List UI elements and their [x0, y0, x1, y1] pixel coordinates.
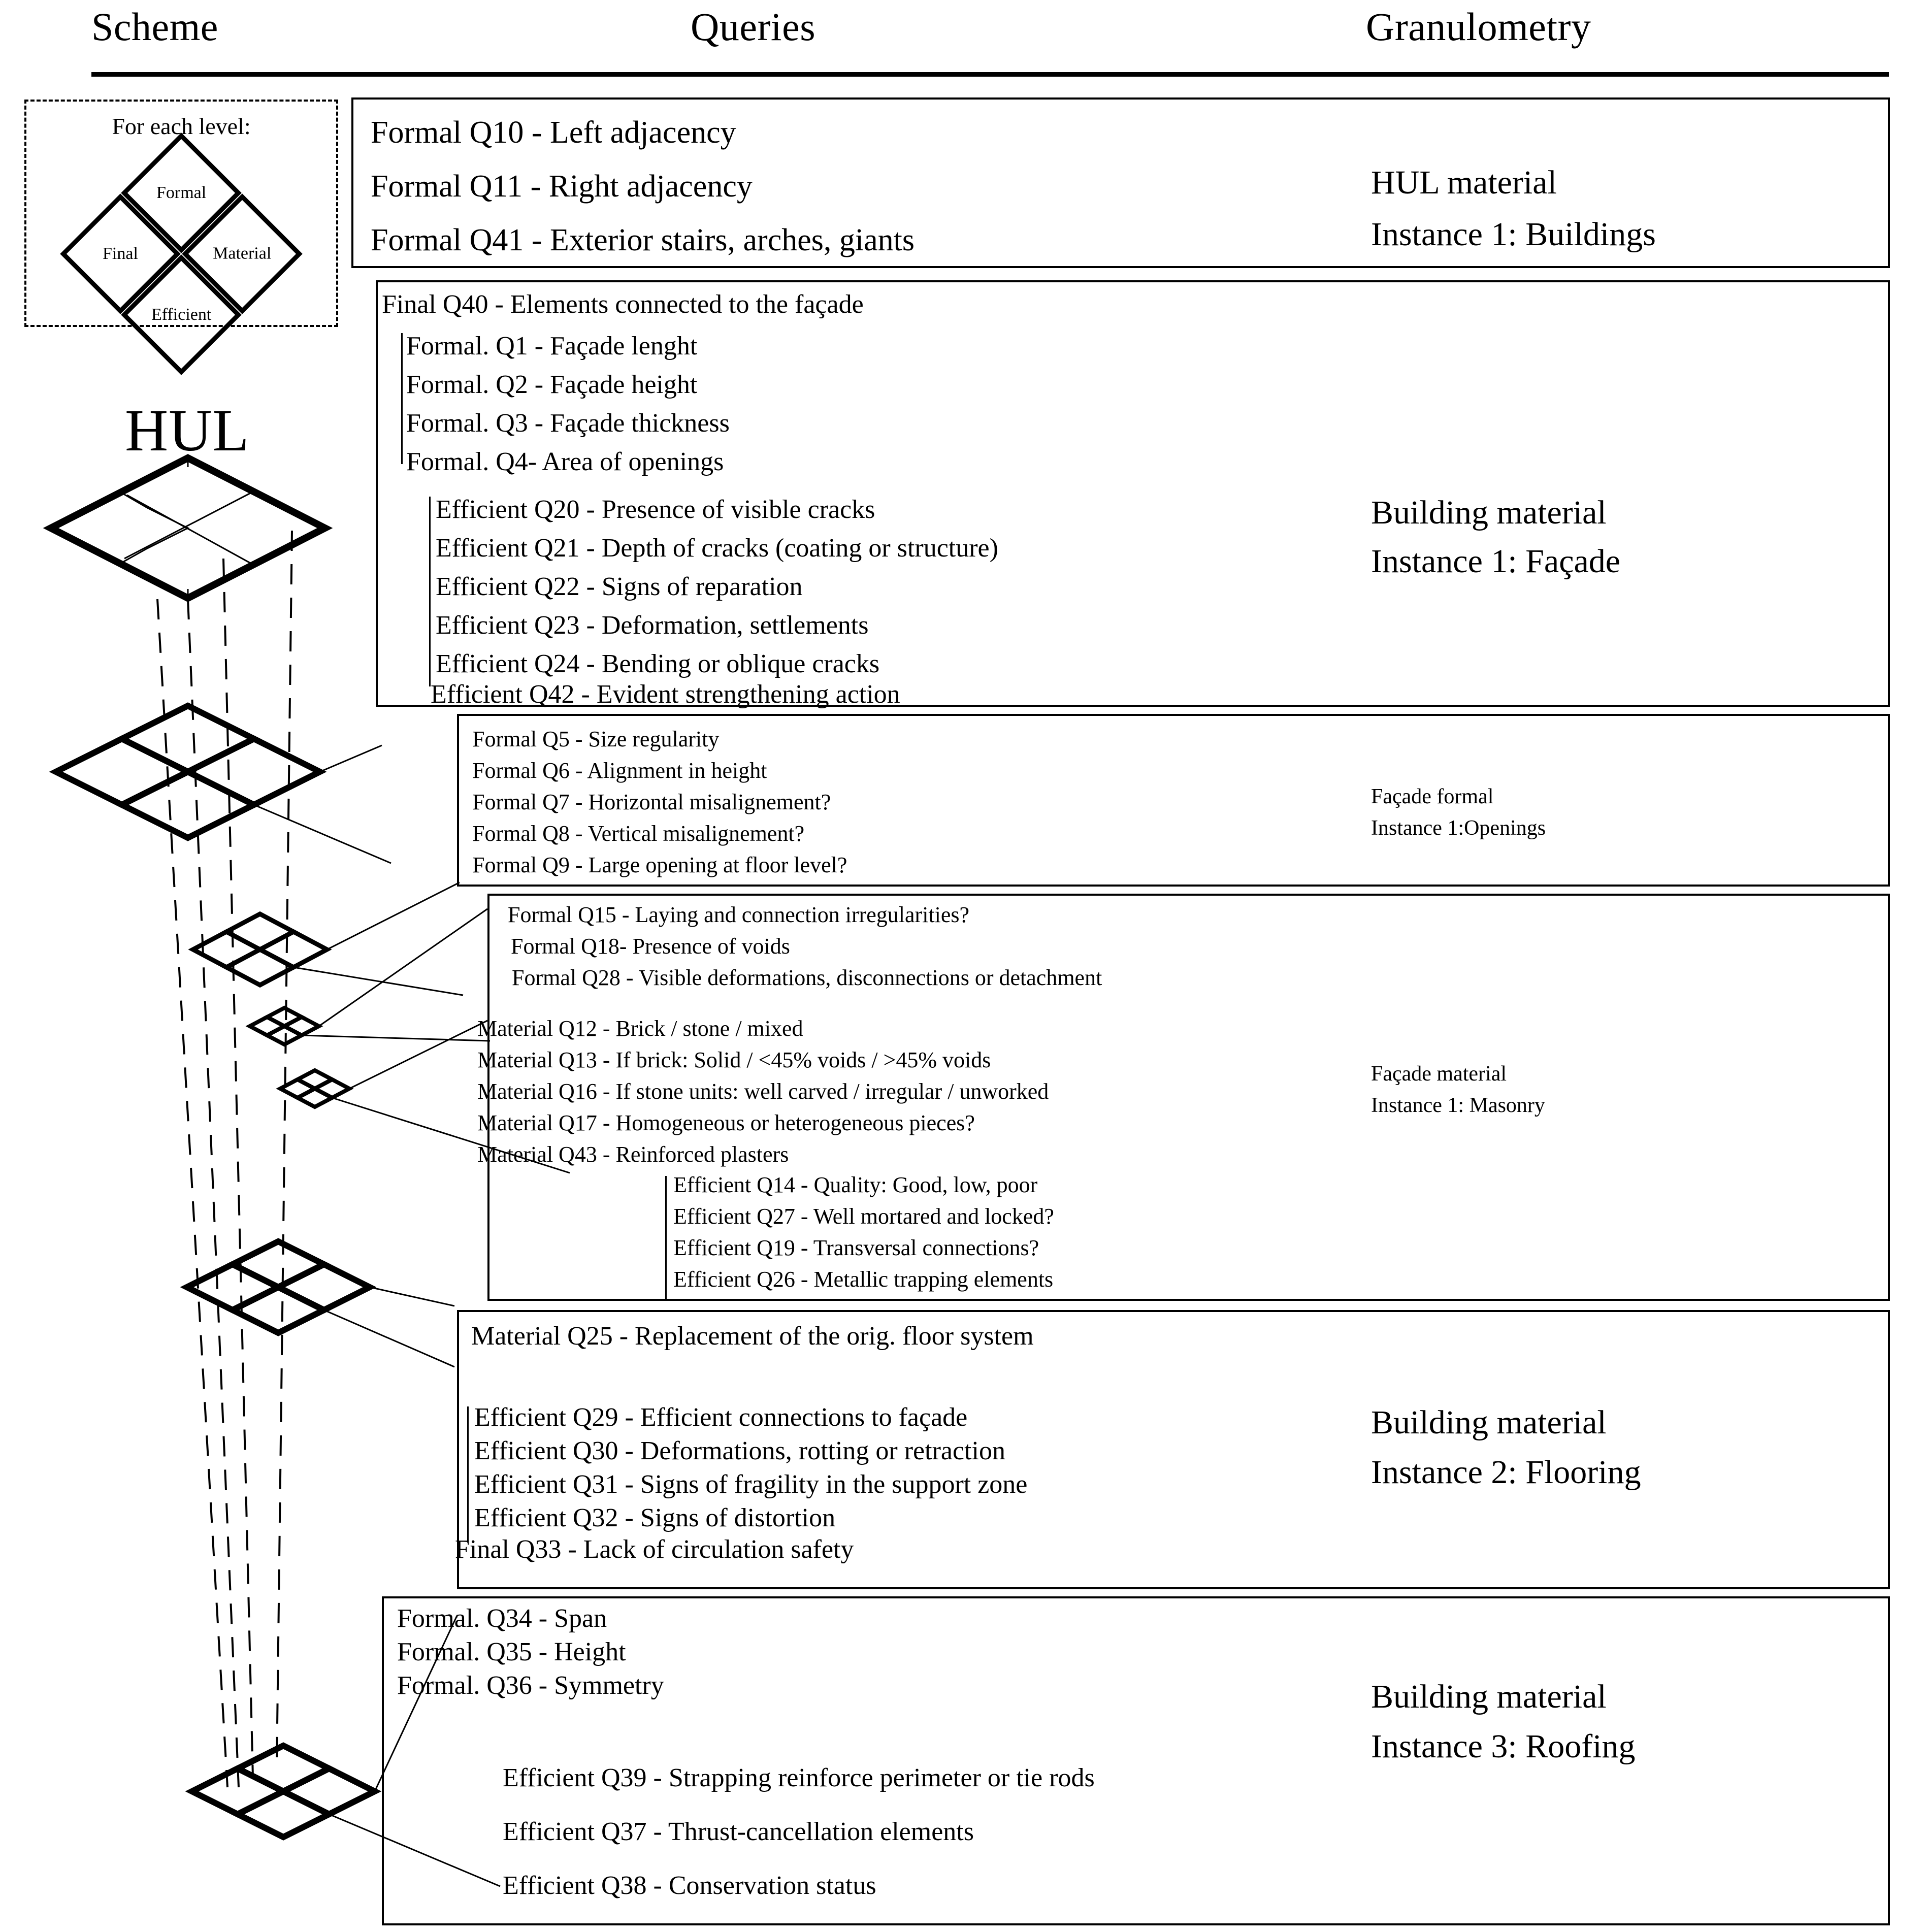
query-line: Efficient Q19 - Transversal connections?	[673, 1235, 1039, 1260]
query-line: Efficient Q26 - Metallic trapping elements	[673, 1267, 1054, 1292]
column-header-scheme: Scheme	[91, 5, 218, 49]
query-line: Efficient Q21 - Depth of cracks (coating or structure)	[436, 534, 998, 563]
query-line: Formal. Q2 - Façade height	[406, 370, 698, 399]
query-line: Formal Q28 - Visible deformations, disconnections or detachment	[512, 965, 1102, 990]
granulometry-label: Façade formal	[1371, 785, 1494, 808]
query-line: Formal Q8 - Vertical misalignement?	[472, 821, 805, 846]
legend-label-efficient: Efficient	[151, 305, 212, 324]
query-line: Formal. Q35 - Height	[397, 1638, 626, 1666]
query-line: Efficient Q31 - Signs of fragility in the support zone	[474, 1470, 1028, 1499]
query-line: Formal. Q34 - Span	[397, 1604, 607, 1633]
granulometry-label: Façade material	[1371, 1062, 1507, 1086]
query-line: Efficient Q42 - Evident strengthening action	[431, 680, 900, 709]
query-line: Formal Q18- Presence of voids	[511, 934, 790, 959]
granulometry-label: Building material	[1371, 494, 1607, 531]
query-line: Formal Q11 - Right adjacency	[371, 169, 753, 204]
granulometry-label: Instance 2: Flooring	[1371, 1454, 1641, 1491]
column-header-granulometry: Granulometry	[1366, 5, 1591, 49]
query-line: Formal. Q4- Area of openings	[406, 447, 724, 476]
query-line: Material Q25 - Replacement of the orig. floor system	[471, 1322, 1034, 1351]
legend-label-final: Final	[103, 244, 138, 263]
query-line: Formal Q15 - Laying and connection irregularities?	[508, 902, 970, 927]
query-line: Formal Q5 - Size regularity	[472, 727, 720, 751]
query-line: Formal. Q36 - Symmetry	[397, 1671, 664, 1700]
query-line: Efficient Q24 - Bending or oblique cracks	[436, 649, 880, 678]
query-line: Efficient Q39 - Strapping reinforce perimeter or tie rods	[503, 1763, 1095, 1792]
query-line: Efficient Q22 - Signs of reparation	[436, 572, 803, 601]
granulometry-label: Instance 1:Openings	[1371, 816, 1546, 840]
query-line: Formal Q9 - Large opening at floor level?	[472, 853, 847, 877]
column-header-queries: Queries	[691, 5, 816, 49]
scheme-root-label: HUL	[125, 397, 250, 464]
query-line: Formal. Q1 - Façade lenght	[406, 332, 698, 361]
query-line: Material Q43 - Reinforced plasters	[477, 1142, 789, 1167]
query-line: Efficient Q38 - Conservation status	[503, 1871, 876, 1900]
query-line: Material Q16 - If stone units: well carved / irregular / unworked	[477, 1079, 1049, 1104]
group-bracket-facade-efficient	[429, 497, 431, 686]
query-line: Efficient Q37 - Thrust-cancellation elements	[503, 1817, 974, 1846]
granulometry-label: Instance 1: Façade	[1371, 543, 1621, 580]
query-line: Efficient Q20 - Presence of visible cracks	[436, 495, 875, 524]
granulometry-label: Instance 1: Buildings	[1371, 216, 1656, 253]
query-line: Final Q33 - Lack of circulation safety	[455, 1535, 854, 1564]
query-line: Formal Q7 - Horizontal misalignement?	[472, 790, 831, 814]
group-bracket-masonry-efficient	[665, 1176, 667, 1300]
legend-title: For each level:	[112, 113, 251, 139]
group-bracket-facade-formal	[401, 333, 403, 464]
granulometry-label: Building material	[1371, 1404, 1607, 1441]
query-line: Formal Q41 - Exterior stairs, arches, giants	[371, 223, 914, 257]
query-line: Efficient Q23 - Deformation, settlements	[436, 611, 869, 640]
query-line: Material Q17 - Homogeneous or heterogeneous pieces?	[477, 1110, 975, 1135]
granulometry-label: Building material	[1371, 1678, 1607, 1715]
query-line: Formal Q10 - Left adjacency	[371, 115, 736, 150]
query-line: Efficient Q30 - Deformations, rotting or retraction	[474, 1436, 1005, 1465]
query-line: Efficient Q29 - Efficient connections to façade	[474, 1403, 968, 1432]
query-line: Efficient Q27 - Well mortared and locked?	[673, 1204, 1054, 1229]
query-line: Efficient Q32 - Signs of distortion	[474, 1503, 836, 1532]
query-line: Material Q13 - If brick: Solid / <45% voids / >45% voids	[477, 1047, 991, 1072]
query-line: Formal. Q3 - Façade thickness	[406, 409, 730, 438]
legend-label-material: Material	[213, 244, 272, 263]
group-bracket-flooring-efficient	[467, 1406, 469, 1543]
query-line: Efficient Q14 - Quality: Good, low, poor	[673, 1172, 1038, 1197]
granulometry-label: HUL material	[1371, 164, 1557, 201]
query-line: Final Q40 - Elements connected to the façade	[382, 290, 864, 319]
granulometry-label: Instance 3: Roofing	[1371, 1728, 1636, 1765]
granulometry-label: Instance 1: Masonry	[1371, 1094, 1545, 1117]
query-line: Formal Q6 - Alignment in height	[472, 758, 767, 783]
legend-label-formal: Formal	[156, 183, 207, 202]
query-line: Material Q12 - Brick / stone / mixed	[477, 1016, 803, 1041]
